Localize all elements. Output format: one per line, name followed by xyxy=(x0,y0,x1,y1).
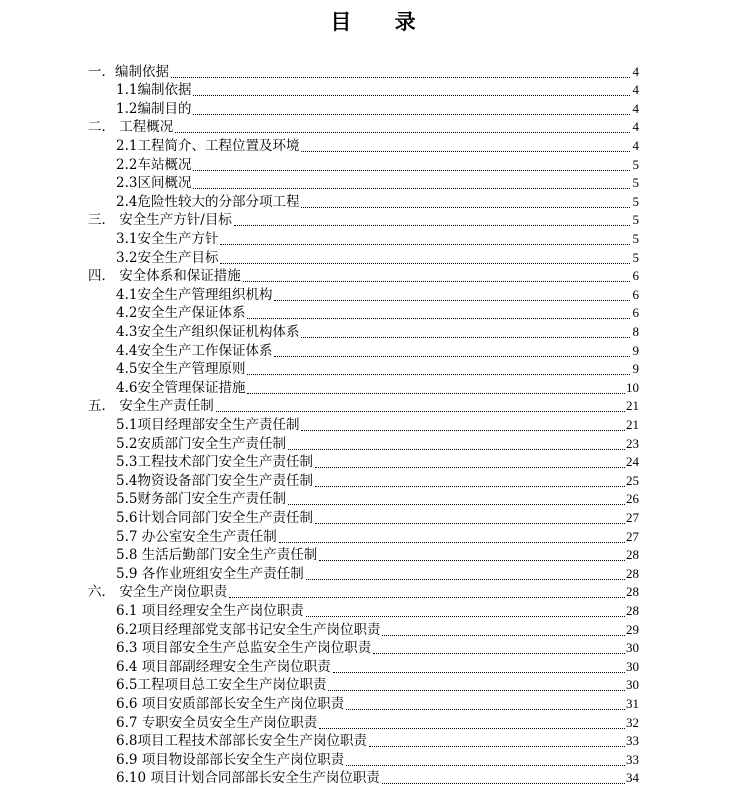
toc-dot-leader xyxy=(315,467,625,468)
toc-entry-title: 5.8 生活后勤部门安全生产责任制 xyxy=(116,547,318,564)
toc-page-number: 5 xyxy=(632,249,639,265)
toc-dot-leader xyxy=(315,523,625,524)
toc-entry-title: 3.1安全生产方针 xyxy=(116,230,219,247)
toc-entry-title: 4.1安全生产管理组织机构 xyxy=(116,286,273,303)
toc-section-entry[interactable] xyxy=(116,639,639,658)
toc-page-number: 4 xyxy=(632,137,639,153)
toc-page-number: 27 xyxy=(626,528,639,544)
toc-dot-leader xyxy=(193,95,630,96)
toc-dot-leader xyxy=(220,244,630,245)
toc-dot-leader xyxy=(247,393,625,394)
toc-section-entry[interactable] xyxy=(116,434,639,453)
toc-dot-leader xyxy=(247,374,630,375)
toc-section-entry[interactable] xyxy=(116,155,639,174)
toc-chapter-entry[interactable] xyxy=(88,118,639,137)
toc-dot-leader xyxy=(193,114,630,115)
toc-section-entry[interactable] xyxy=(116,322,639,341)
toc-page-number: 10 xyxy=(626,379,639,395)
toc-page-number: 5 xyxy=(632,175,639,191)
toc-entry-title: 2.4危险性较大的分部分项工程 xyxy=(116,193,300,210)
toc-dot-leader xyxy=(319,560,625,561)
toc-section-entry[interactable] xyxy=(116,136,639,155)
toc-entry-title: 5.6计划合同部门安全生产责任制 xyxy=(116,509,313,526)
toc-entry-title: 6.4 项目部副经理安全生产岗位职责 xyxy=(116,658,331,675)
toc-entry-title: 二． 工程概况 xyxy=(88,119,174,136)
toc-section-entry[interactable] xyxy=(116,620,639,639)
toc-section-entry[interactable] xyxy=(116,694,639,713)
toc-entry-title: 6.2项目经理部党支部书记安全生产岗位职责 xyxy=(116,621,381,638)
toc-section-entry[interactable] xyxy=(116,229,639,248)
toc-page-number: 33 xyxy=(626,751,639,767)
toc-section-entry[interactable] xyxy=(116,378,639,397)
toc-entry-title: 5.7 办公室安全生产责任制 xyxy=(116,528,277,545)
toc-dot-leader xyxy=(175,132,630,133)
toc-section-entry[interactable] xyxy=(116,769,639,788)
toc-section-entry[interactable] xyxy=(116,99,639,118)
toc-page-number: 4 xyxy=(632,119,639,135)
toc-section-entry[interactable] xyxy=(116,192,639,211)
toc-dot-leader xyxy=(306,616,625,617)
toc-page-number: 29 xyxy=(626,621,639,637)
toc-dot-leader xyxy=(346,709,625,710)
toc-section-entry[interactable] xyxy=(116,546,639,565)
toc-page-number: 28 xyxy=(626,547,639,563)
toc-dot-leader xyxy=(288,449,625,450)
toc-section-entry[interactable] xyxy=(116,490,639,509)
toc-entry-title: 三． 安全生产方针/目标 xyxy=(88,212,232,229)
toc-entry-title: 2.2车站概况 xyxy=(116,156,192,173)
toc-chapter-entry[interactable] xyxy=(88,397,639,416)
toc-section-entry[interactable] xyxy=(116,713,639,732)
toc-page-number: 33 xyxy=(626,733,639,749)
toc-page-number: 5 xyxy=(632,230,639,246)
toc-page-number: 23 xyxy=(626,435,639,451)
toc-page-number: 30 xyxy=(626,677,639,693)
toc-section-entry[interactable] xyxy=(116,676,639,695)
toc-page-number: 24 xyxy=(626,454,639,470)
toc-entry-title: 5.3工程技术部门安全生产责任制 xyxy=(116,454,313,471)
toc-dot-leader xyxy=(234,225,630,226)
toc-dot-leader xyxy=(306,579,625,580)
toc-page-number: 28 xyxy=(626,584,639,600)
toc-entry-title: 6.1 项目经理安全生产岗位职责 xyxy=(116,602,304,619)
toc-dot-leader xyxy=(301,430,625,431)
toc-section-entry[interactable] xyxy=(116,81,639,100)
toc-section-entry[interactable] xyxy=(116,508,639,527)
toc-entry-title: 3.2安全生产目标 xyxy=(116,249,219,266)
toc-dot-leader xyxy=(319,728,625,729)
toc-dot-leader xyxy=(274,300,630,301)
toc-entry-title: 2.3区间概况 xyxy=(116,175,192,192)
toc-dot-leader xyxy=(274,356,630,357)
toc-section-entry[interactable] xyxy=(116,601,639,620)
toc-dot-leader xyxy=(243,281,630,282)
toc-dot-leader xyxy=(301,151,630,152)
toc-page-number: 4 xyxy=(632,100,639,116)
toc-entry-title: 2.1工程简介、工程位置及环境 xyxy=(116,137,300,154)
toc-dot-leader xyxy=(216,411,625,412)
toc-section-entry[interactable] xyxy=(116,285,639,304)
toc-entry-title: 一．编制依据 xyxy=(88,63,169,80)
toc-entry-title: 5.4物资设备部门安全生产责任制 xyxy=(116,472,313,489)
toc-dot-leader xyxy=(193,188,630,189)
toc-page-number: 6 xyxy=(632,268,639,284)
toc-entry-title: 四． 安全体系和保证措施 xyxy=(88,268,241,285)
toc-page-number: 9 xyxy=(632,361,639,377)
toc-entry-title: 1.1编制依据 xyxy=(116,82,192,99)
toc-page-number: 6 xyxy=(632,305,639,321)
toc-dot-leader xyxy=(382,783,625,784)
toc-dot-leader xyxy=(171,77,630,78)
toc-section-entry[interactable] xyxy=(116,304,639,323)
toc-dot-leader xyxy=(247,318,630,319)
toc-section-entry[interactable] xyxy=(116,471,639,490)
toc-dot-leader xyxy=(193,170,630,171)
toc-entry-title: 6.3 项目部安全生产总监安全生产岗位职责 xyxy=(116,640,372,657)
toc-entry-title: 五． 安全生产责任制 xyxy=(88,398,214,415)
toc-section-entry[interactable] xyxy=(116,732,639,751)
toc-dot-leader xyxy=(382,635,625,636)
toc-section-entry[interactable] xyxy=(116,341,639,360)
toc-section-entry[interactable] xyxy=(116,360,639,379)
toc-section-entry[interactable] xyxy=(116,453,639,472)
toc-dot-leader xyxy=(301,337,630,338)
toc-page-number: 5 xyxy=(632,212,639,228)
toc-page-number: 30 xyxy=(626,640,639,656)
toc-section-entry[interactable] xyxy=(116,415,639,434)
toc-entry-title: 六． 安全生产岗位职责 xyxy=(88,584,228,601)
toc-section-entry[interactable] xyxy=(116,248,639,267)
toc-entry-title: 6.10 项目计划合同部部长安全生产岗位职责 xyxy=(116,770,380,787)
toc-section-entry[interactable] xyxy=(116,527,639,546)
toc-dot-leader xyxy=(229,597,625,598)
toc-page-number: 5 xyxy=(632,193,639,209)
toc-entry-title: 6.7 专职安全员安全生产岗位职责 xyxy=(116,714,318,731)
toc-dot-leader xyxy=(288,504,625,505)
toc-chapter-entry[interactable] xyxy=(88,267,639,286)
toc-entry-title: 6.5工程项目总工安全生产岗位职责 xyxy=(116,677,327,694)
toc-page-number: 25 xyxy=(626,472,639,488)
toc-entry-title: 4.5安全生产管理原则 xyxy=(116,361,246,378)
toc-page-number: 5 xyxy=(632,156,639,172)
toc-dot-leader xyxy=(346,765,625,766)
toc-dot-leader xyxy=(328,690,625,691)
toc-page-number: 4 xyxy=(632,63,639,79)
toc-section-entry[interactable] xyxy=(116,657,639,676)
toc-dot-leader xyxy=(373,653,625,654)
toc-title: 目 录 xyxy=(330,10,434,34)
toc-page-number: 6 xyxy=(632,286,639,302)
toc-page-number: 21 xyxy=(626,416,639,432)
toc-section-entry[interactable] xyxy=(116,564,639,583)
toc-page-number: 4 xyxy=(632,82,639,98)
toc-page-number: 30 xyxy=(626,658,639,674)
toc-entry-title: 4.4安全生产工作保证体系 xyxy=(116,342,273,359)
toc-page-number: 31 xyxy=(626,695,639,711)
toc-section-entry[interactable] xyxy=(116,750,639,769)
toc-section-entry[interactable] xyxy=(116,174,639,193)
toc-page-number: 26 xyxy=(626,491,639,507)
toc-page-number: 28 xyxy=(626,602,639,618)
toc-page-number: 9 xyxy=(632,342,639,358)
toc-chapter-entry[interactable] xyxy=(88,583,639,602)
toc-entry-title: 6.6 项目安质部部长安全生产岗位职责 xyxy=(116,695,345,712)
toc-entry-title: 5.5财务部门安全生产责任制 xyxy=(116,491,286,508)
toc-entry-title: 6.9 项目物设部部长安全生产岗位职责 xyxy=(116,751,345,768)
toc-entry-title: 5.1项目经理部安全生产责任制 xyxy=(116,416,300,433)
toc-entry-title: 4.3安全生产组织保证机构体系 xyxy=(116,323,300,340)
toc-entry-title: 1.2编制目的 xyxy=(116,100,192,117)
toc-dot-leader xyxy=(369,746,625,747)
toc-dot-leader xyxy=(315,486,625,487)
toc-page-number: 21 xyxy=(626,398,639,414)
toc-page-number: 34 xyxy=(626,770,639,786)
toc-entry-title: 6.8项目工程技术部部长安全生产岗位职责 xyxy=(116,733,367,750)
toc-page-number: 27 xyxy=(626,509,639,525)
toc-entry-title: 5.2安质部门安全生产责任制 xyxy=(116,435,286,452)
toc-dot-leader xyxy=(220,263,630,264)
toc-dot-leader xyxy=(301,207,630,208)
toc-page-number: 28 xyxy=(626,565,639,581)
toc-dot-leader xyxy=(279,542,625,543)
toc-page-number: 32 xyxy=(626,714,639,730)
toc-dot-leader xyxy=(333,672,625,673)
toc-entry-title: 4.6安全管理保证措施 xyxy=(116,379,246,396)
toc-entry-title: 5.9 各作业班组安全生产责任制 xyxy=(116,565,304,582)
toc-chapter-entry[interactable] xyxy=(88,211,639,230)
toc-page-number: 8 xyxy=(632,323,639,339)
toc-entry-title: 4.2安全生产保证体系 xyxy=(116,305,246,322)
toc-chapter-entry[interactable] xyxy=(88,62,639,81)
